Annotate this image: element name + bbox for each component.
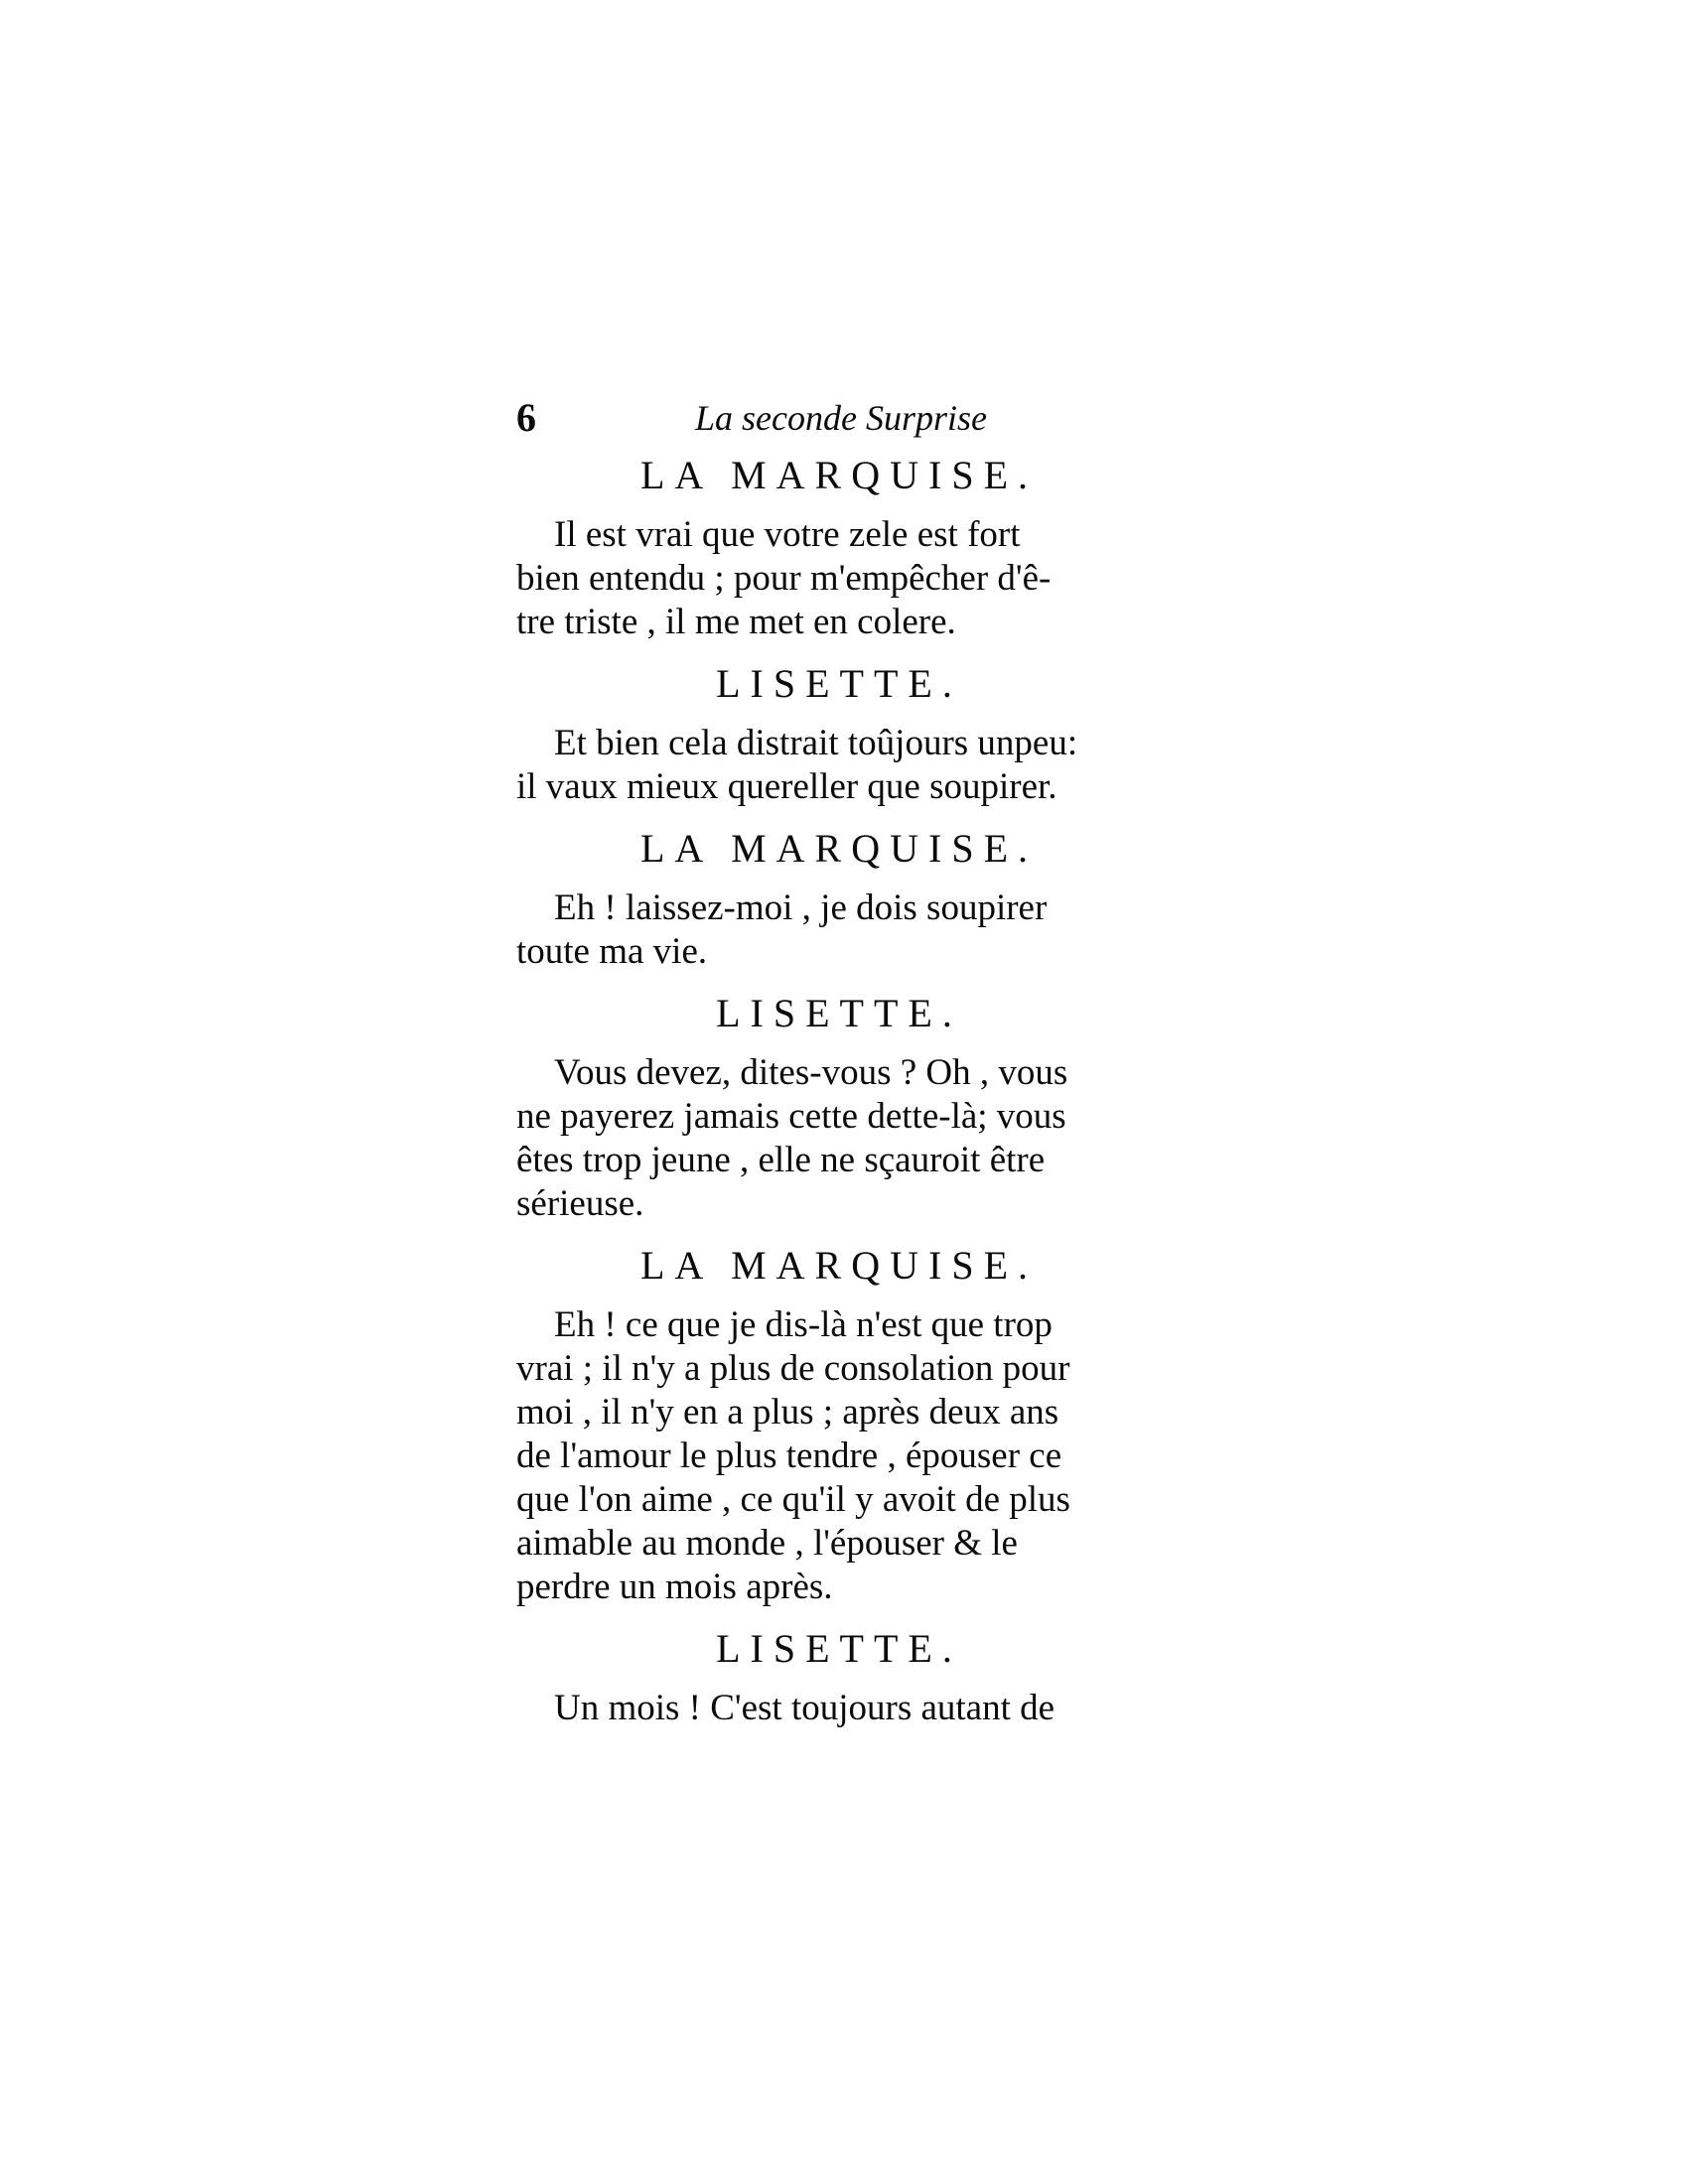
- speech-line: ne payerez jamais cette dette-là; vous: [516, 1096, 1066, 1137]
- speech-text: [516, 1687, 1162, 1730]
- speaker-heading: LISETTE.: [716, 661, 962, 706]
- speech-line: moi , il n'y en a plus ; après deux ans: [516, 1392, 1059, 1433]
- speech-line: vrai ; il n'y a plus de consolation pour: [516, 1348, 1070, 1389]
- speech-line: perdre un mois après.: [516, 1567, 833, 1607]
- speech-line: Vous devez, dites-vous ? Oh , vous: [554, 1052, 1068, 1093]
- speech-line: Un mois ! C'est toujours autant de: [554, 1688, 1055, 1728]
- speech-line: de l'amour le plus tendre , épouser ce: [516, 1435, 1062, 1476]
- speech-text: [516, 1051, 1162, 1226]
- speaker-heading: LA MARQUISE.: [639, 826, 1039, 871]
- speaker-heading: LISETTE.: [716, 991, 962, 1035]
- speech-line: êtes trop jeune , elle ne sçauroit être: [516, 1140, 1046, 1180]
- speech-line: bien entendu ; pour m'empêcher d'ê-: [516, 558, 1052, 599]
- running-head: [516, 392, 1162, 444]
- speech-line: Il est vrai que votre zele est fort: [554, 514, 1021, 555]
- speech-line: tre triste , il me met en colere.: [516, 602, 956, 642]
- speech-line: Et bien cela distrait toûjours unpeu:: [554, 723, 1078, 763]
- speech-text: [516, 1303, 1162, 1609]
- speech-line: Eh ! laissez-moi , je dois soupirer: [554, 887, 1048, 928]
- speech-line: aimable au monde , l'épouser & le: [516, 1523, 1018, 1564]
- speech-line: toute ma vie.: [516, 931, 708, 972]
- speech-line: il vaux mieux quereller que soupirer.: [516, 766, 1057, 807]
- speech-line: sérieuse.: [516, 1183, 644, 1224]
- speech-line: que l'on aime , ce qu'il y avoit de plus: [516, 1479, 1070, 1520]
- book-page: [516, 392, 1162, 1744]
- speaker-heading: LA MARQUISE.: [639, 1243, 1039, 1288]
- page-number: 6: [516, 395, 536, 440]
- speech-text: [516, 722, 1162, 809]
- speech-text: [516, 513, 1162, 644]
- speech-line: Eh ! ce que je dis-là n'est que trop: [554, 1304, 1053, 1345]
- speech-text: [516, 887, 1162, 974]
- speaker-heading: LISETTE.: [716, 1626, 962, 1671]
- running-title: La seconde Surprise: [695, 398, 987, 438]
- speaker-heading: LA MARQUISE.: [639, 453, 1039, 497]
